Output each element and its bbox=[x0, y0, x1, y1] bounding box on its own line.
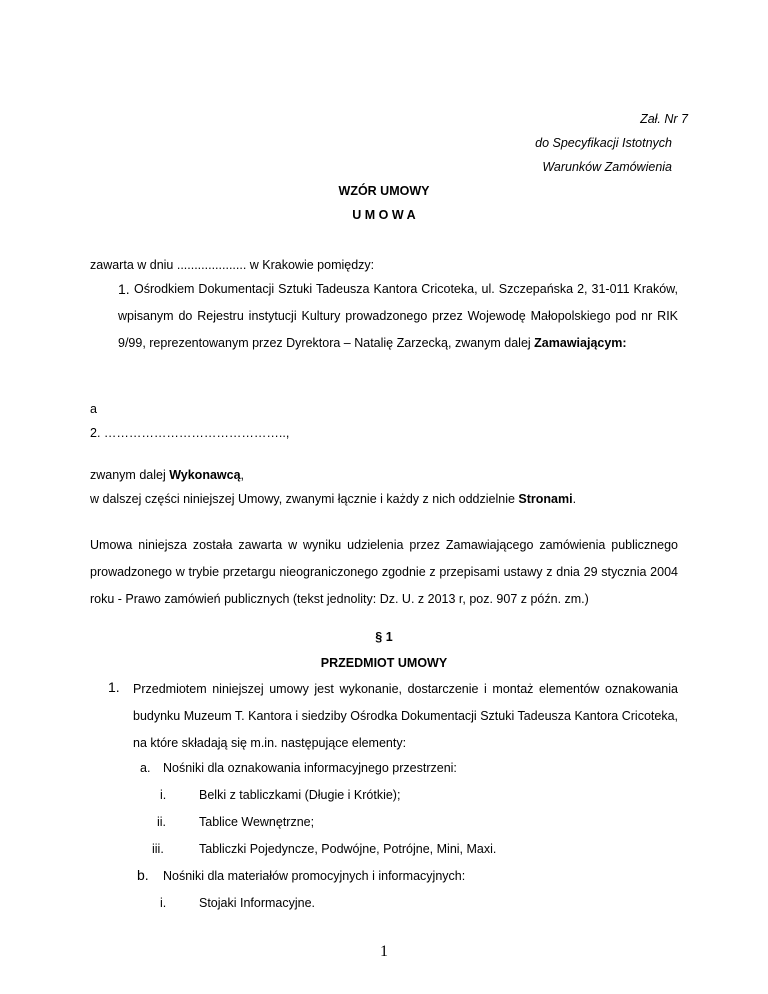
sub-a-item-2-text: Tablice Wewnętrzne; bbox=[199, 815, 315, 829]
sub-a-text: Nośniki dla oznakowania informacyjnego przestrzeni: bbox=[163, 761, 457, 775]
party1-number: 1. bbox=[118, 281, 130, 297]
page-number: 1 bbox=[380, 943, 388, 960]
contractor-role: Wykonawcą bbox=[169, 468, 241, 482]
party1-paragraph bbox=[118, 276, 678, 357]
sub-b-item-1-numeral: i. bbox=[160, 896, 167, 910]
section-heading: PRZEDMIOT UMOWY bbox=[320, 656, 448, 670]
item1-text: Przedmiotem niniejszej umowy jest wykonanie, dostarczenie i montaż elementów oznakowania budynku Muzeum T. Kantora i siedziby Ośrodka Dokumentacji Sztuki Tadeusza Kantora Cricoteka, na które składają się m.in. następujące elementy: bbox=[133, 682, 678, 750]
sub-a-item-3-text: Tabliczki Pojedyncze, Podwójne, Potrójne, Mini, Maxi. bbox=[199, 842, 497, 856]
template-title: WZÓR UMOWY bbox=[338, 184, 430, 198]
parties-prefix: w dalszej części niniejszej Umowy, zwanymi łącznie i każdy z nich oddzielnie bbox=[90, 492, 519, 506]
parties-role: Stronami bbox=[518, 492, 573, 506]
sub-a-letter: a. bbox=[140, 761, 151, 775]
intro-line: zawarta w dniu .................... w Krakowie pomiędzy: bbox=[90, 258, 375, 272]
contract-title: U M O W A bbox=[352, 208, 416, 222]
parties-suffix: . bbox=[572, 492, 577, 506]
section-symbol: § 1 bbox=[375, 630, 393, 644]
sub-a-item-1-text: Belki z tabliczkami (Długie i Krótkie); bbox=[199, 788, 401, 802]
spec-line-1: do Specyfikacji Istotnych bbox=[535, 136, 672, 150]
party2-line: 2. …………………………………….., bbox=[90, 426, 290, 440]
party1-text: Ośrodkiem Dokumentacji Sztuki Tadeusza Kantora Cricoteka, ul. Szczepańska 2, 31-011 Kraków, wpisanym do Rejestru instytucji Kultury prowadzonego przez Wojewodę Małopolskiego pod nr RIK 9/99, reprezentowanym przez Dyrektora – Natalię Zarzecką, zwanym dalej bbox=[118, 282, 678, 350]
attachment-number: Zał. Nr 7 bbox=[640, 112, 688, 126]
basis-paragraph: Umowa niniejsza została zawarta w wyniku udzielenia przez Zamawiającego zamówienia publicznego prowadzonego w trybie przetargu nieograniczonego zgodnie z przepisami ustawy z dnia 29 stycznia 2004 roku - Prawo zamówień publicznych (tekst jednolity: Dz. U. z 2013 r, poz. 907 z późn. zm.) bbox=[90, 538, 678, 606]
and-word: a bbox=[90, 402, 97, 416]
sub-b-letter: b. bbox=[137, 867, 149, 883]
contractor-prefix: zwanym dalej bbox=[90, 468, 170, 482]
parties-line bbox=[90, 492, 576, 507]
sub-a-item-1-numeral: i. bbox=[160, 788, 167, 802]
sub-a-item-2-numeral: ii. bbox=[157, 815, 167, 829]
sub-b-item-1-text: Stojaki Informacyjne. bbox=[199, 896, 316, 910]
party1-role: Zamawiającym: bbox=[534, 336, 627, 350]
sub-b-text: Nośniki dla materiałów promocyjnych i informacyjnych: bbox=[163, 869, 466, 883]
contractor-line bbox=[90, 468, 244, 483]
spec-line-2: Warunków Zamówienia bbox=[542, 160, 672, 174]
contractor-suffix: , bbox=[240, 468, 245, 482]
item1-number: 1. bbox=[108, 679, 120, 695]
sub-a-item-3-numeral: iii. bbox=[152, 842, 164, 856]
